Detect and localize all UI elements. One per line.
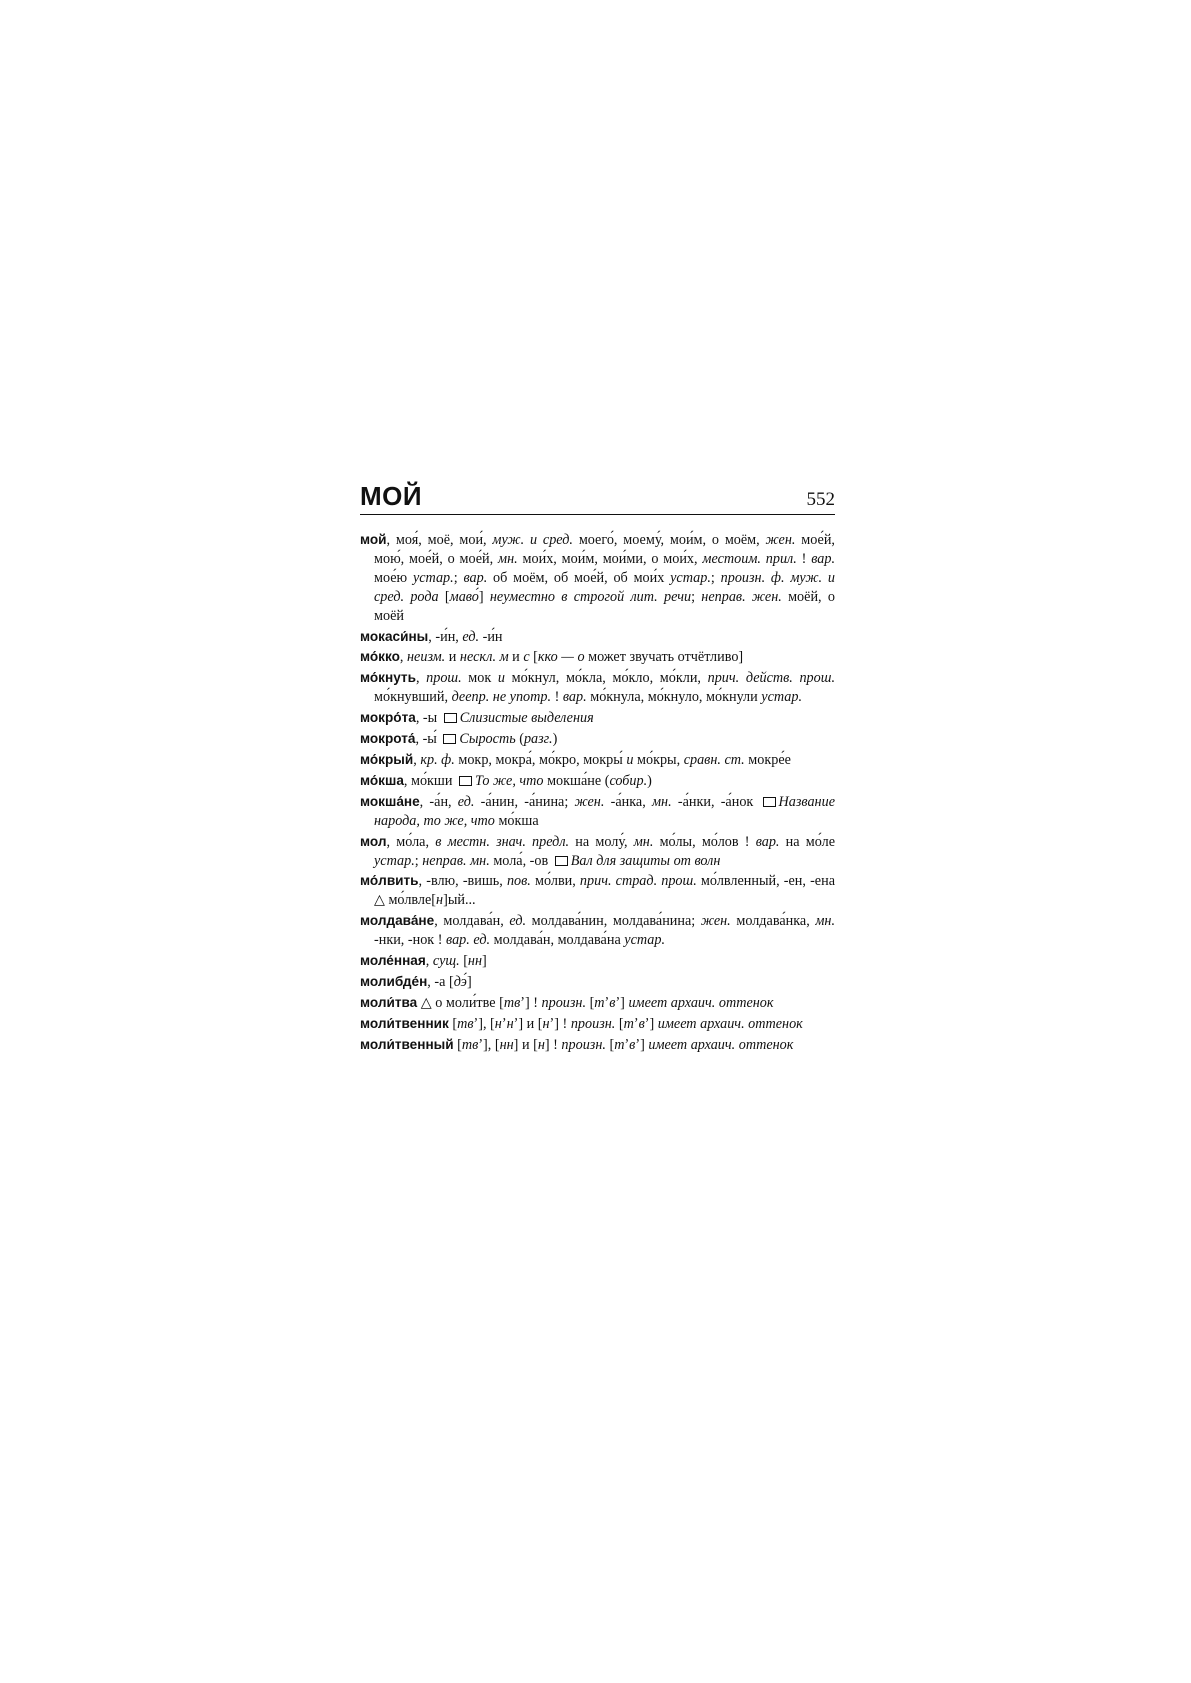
entry-note: Название народа, то же, что (374, 793, 835, 829)
entry-note: в (609, 994, 616, 1011)
entry-headword: мол (360, 833, 387, 849)
entry-text: мо́кнул, мо́кла, мо́кло, мо́кли, (505, 670, 708, 687)
entry-note: неправ. мн. (422, 852, 490, 869)
entry-headword: мо́кша (360, 772, 404, 788)
entry-text: ʼ (633, 1015, 639, 1032)
entry-text: , мо́кши (403, 772, 456, 789)
dictionary-entry (360, 628, 835, 647)
dictionary-entry (360, 1036, 835, 1055)
entry-note: кко — о (537, 649, 585, 666)
entry-note: прич. страд. прош. (579, 873, 697, 890)
entry-note: нн (467, 953, 482, 970)
entry-note: вар. (811, 550, 835, 567)
dictionary-entry (360, 793, 835, 831)
entry-note: Слизистые выделения (459, 710, 594, 727)
entry-text: на мо́ле (779, 833, 836, 850)
entry-note: прич. действ. прош. (707, 670, 836, 687)
entry-text: мо́лви, (530, 873, 580, 890)
entry-text: , (399, 649, 408, 666)
entry-note: жен. (765, 532, 796, 548)
entry-text: [ (605, 1036, 615, 1053)
entry-text: ( (515, 731, 524, 748)
entry-note: Вал для защиты от волн (570, 852, 721, 869)
entry-text: мо́лы, мо́лов ! (653, 833, 756, 850)
definition-box-icon (555, 856, 568, 866)
dictionary-entry (360, 772, 835, 791)
entry-note: т (594, 994, 605, 1011)
entry-note: сравн. ст. (683, 751, 745, 768)
entry-text: [ (448, 1015, 458, 1032)
entry-note: собир. (609, 772, 648, 789)
entry-text: -и́н (479, 628, 503, 645)
entry-note: вар. (562, 689, 587, 706)
entry-text: мок (461, 670, 498, 687)
page-number: 552 (806, 489, 835, 510)
entry-note: мн. (651, 793, 672, 810)
entry-text: ]ый... (443, 892, 476, 909)
entry-note: в местн. знач. предл. (435, 833, 570, 850)
entry-text: ] ! (544, 1036, 562, 1053)
entry-note: имеет архаич. оттенок (648, 1036, 794, 1053)
entry-text: мое́й, мою́, мое́й, о мое́й, (374, 532, 835, 567)
entry-note: кр. ф. (420, 751, 455, 768)
entry-text: ʼ (604, 994, 610, 1011)
entry-text: -а́нки, -а́нок (671, 793, 760, 810)
entry-text: ] (478, 588, 490, 605)
entry-note: имеет архаич. оттенок (628, 994, 774, 1011)
entry-headword: молибде́н (360, 973, 428, 989)
dictionary-entry (360, 531, 835, 626)
entry-note: жен. (700, 913, 731, 930)
definition-box-icon (444, 713, 457, 723)
entry-text: ʼ] ! (520, 994, 542, 1011)
entry-text: ; (414, 852, 423, 869)
dictionary-entry (360, 751, 835, 770)
entry-text: мо́кры, (633, 751, 684, 768)
entry-note: произн. (561, 1036, 606, 1053)
entry-note: в (638, 1015, 645, 1032)
entry-text: ʼ], [ (473, 1015, 495, 1032)
dictionary-entry (360, 1015, 835, 1034)
entry-headword: моли́твенный (360, 1036, 454, 1052)
entry-note: устар. (624, 932, 666, 949)
entry-note: т (623, 1015, 634, 1032)
entry-text: об моём, об мое́й, об мои́х (487, 569, 671, 586)
entry-text: [ (529, 649, 538, 666)
entry-note: н (494, 1015, 502, 1032)
entry-note: тв (503, 994, 521, 1011)
entry-text: -а́нин, -а́нина; (474, 793, 575, 810)
entry-note: разг. (523, 731, 553, 748)
page-header (360, 478, 835, 515)
entry-note: дэ́ (453, 973, 467, 990)
entry-text: ʼ] (635, 1036, 649, 1053)
entry-text: , -ы (415, 710, 441, 727)
entry-note: устар. (670, 569, 711, 586)
entry-text: мо́кша (494, 812, 539, 829)
entry-text: молдава́нка, (730, 913, 816, 930)
dictionary-entry (360, 994, 835, 1013)
entry-headword: моли́тва (360, 994, 418, 1010)
entry-note: произн. (541, 994, 587, 1011)
entry-text: , -а́н, (419, 793, 458, 810)
entry-headword: моли́твенник (360, 1015, 449, 1031)
entry-note: ед. (457, 793, 475, 810)
entry-headword: мокро́та (360, 710, 416, 726)
entry-text: молдава́нин, молдава́нина; (526, 913, 701, 930)
entry-text: может звучать отчётливо] (584, 649, 744, 666)
entry-text: ; (453, 569, 464, 586)
entry-note: устар. (761, 689, 803, 706)
entry-note: Сырость (459, 731, 516, 748)
entry-note: ед. (509, 913, 527, 930)
dictionary-entry (360, 872, 835, 910)
entry-text: ʼ (501, 1015, 507, 1032)
entry-text: [ (438, 588, 450, 605)
entry-text: и (445, 649, 460, 666)
entry-text: , -а [ (427, 973, 454, 990)
entry-text: ] (482, 953, 487, 970)
entry-text: моёй, о моёй (374, 588, 835, 624)
entry-note: мн. (815, 913, 836, 930)
entry-text: ] (466, 973, 472, 990)
dictionary-entry (360, 709, 835, 728)
dictionary-entry (360, 952, 835, 971)
entry-text: ʼ] ! (549, 1015, 571, 1032)
entry-note: и (626, 751, 634, 768)
entry-text: , -влю, -вишь, (418, 873, 507, 890)
entry-text: ʼ] (615, 994, 629, 1011)
dictionary-entry (360, 973, 835, 992)
entry-note: деепр. не употр. (451, 689, 552, 706)
entry-note: устар. (412, 569, 454, 586)
entry-text: мокша́не ( (543, 772, 610, 789)
entry-text: на молу́, (569, 833, 634, 850)
entry-headword: молдава́не (360, 913, 435, 929)
entry-note: неправ. жен. (701, 588, 782, 605)
entry-note: с (523, 649, 530, 666)
entry-text: и (508, 649, 524, 666)
entry-note: вар. (755, 833, 780, 850)
entry-text: ʼ] и [ (513, 1015, 543, 1032)
entry-note: вар. ед. (446, 932, 491, 949)
entry-text: , -ы́ (415, 731, 441, 748)
entry-text: -нки, -нок ! (374, 932, 447, 949)
entry-text: , мо́ла, (386, 833, 436, 850)
definition-box-icon (763, 797, 776, 807)
entry-note: жен. (574, 793, 605, 810)
entry-note: мн. (498, 550, 518, 567)
running-headword: МОЙ (360, 481, 423, 511)
entry-text: моего́, моему́, мои́м, о моём, (572, 532, 766, 548)
entry-note: т (614, 1036, 625, 1053)
entry-note: н (436, 892, 444, 909)
dictionary-entry (360, 648, 835, 667)
entry-note: ед. (462, 628, 480, 645)
entry-headword: мокрота́ (360, 731, 416, 747)
entry-note: пов. (506, 873, 531, 890)
dictionary-entry (360, 833, 835, 871)
entry-note: неуместно в строгой лит. речи (489, 588, 692, 605)
entry-text: ʼ], [ (478, 1036, 500, 1053)
entry-headword: мо́лвить (360, 873, 419, 889)
entry-text: мокр, мокра́, мо́кро, мокры́ (454, 751, 627, 768)
entry-note: устар. (374, 852, 415, 869)
entry-text: , -и́н, (428, 628, 463, 645)
dictionary-entry (360, 912, 835, 950)
entry-text: , моя́, моё, мои́, (386, 532, 493, 548)
entry-note: вар. (463, 569, 488, 586)
entry-text: ) (647, 772, 652, 789)
entry-text: △ о моли́тве [ (417, 994, 504, 1011)
entry-note: местоим. прил. (702, 550, 797, 567)
entry-text: ; (710, 569, 721, 586)
definition-box-icon (459, 776, 472, 786)
entry-text: ; (691, 588, 702, 605)
entry-headword: мо́крый (360, 751, 414, 767)
entry-text: мокре́е (744, 751, 791, 768)
entry-text: мола́, -ов (489, 852, 552, 869)
entry-note: тв (461, 1036, 479, 1053)
entry-headword: мокаси́ны (360, 628, 429, 644)
entry-text: , (415, 670, 427, 687)
entry-text: мое́ю (374, 569, 413, 586)
entry-text: , молдава́н, (434, 913, 510, 930)
entry-text: мои́х, мои́м, мои́ми, о мои́х, (517, 550, 703, 567)
entry-note: муж. и сред. (492, 532, 573, 548)
entry-note: прош. (426, 670, 462, 687)
entry-headword: мо́кко (360, 649, 400, 665)
entry-note: сущ. (432, 953, 460, 970)
entry-headword: моле́нная (360, 953, 426, 969)
entry-note: тв (457, 1015, 474, 1032)
entry-text: ! (551, 689, 563, 706)
entry-text: ] и [ (513, 1036, 538, 1053)
entry-text: ʼ (624, 1036, 630, 1053)
entry-text: ʼ] (644, 1015, 658, 1032)
entry-headword: мо́кнуть (360, 670, 416, 686)
dictionary-entry (360, 730, 835, 749)
entry-note: произн. (570, 1015, 616, 1032)
entry-note: в (629, 1036, 636, 1053)
entry-note: н (542, 1015, 550, 1032)
entry-text: молдава́н, молдава́на (490, 932, 625, 949)
entry-note: н (506, 1015, 514, 1032)
entry-note: нескл. м (459, 649, 509, 666)
entry-text: [ (615, 1015, 624, 1032)
entry-note: и (497, 670, 506, 687)
entry-note: произн. ф. муж. и сред. рода (374, 569, 835, 605)
entry-headword: мой (360, 532, 387, 547)
entry-note: неизм. (407, 649, 446, 666)
entry-text: , (413, 751, 421, 768)
entry-note: То же, что (475, 772, 544, 789)
definition-box-icon (443, 734, 456, 744)
entry-headword: мокша́не (360, 793, 420, 809)
entry-note: мн. (633, 833, 654, 850)
entry-text: мо́кнула, мо́кнуло, мо́кнули (586, 689, 762, 706)
entry-text: мо́лвленный, -ен, -ена △ мо́лвле[ (374, 873, 835, 909)
entry-text: -а́нка, (604, 793, 652, 810)
dictionary-page (360, 478, 835, 1057)
entry-text: ! (796, 550, 812, 567)
entry-text: мо́кнувший, (374, 689, 452, 706)
entry-note: н (537, 1036, 545, 1053)
entry-list (360, 531, 835, 1055)
entry-note: маво́ (449, 588, 479, 605)
dictionary-entry (360, 669, 835, 707)
entry-note: имеет архаич. оттенок (657, 1015, 803, 1032)
entry-text: ) (552, 731, 558, 748)
entry-text: [ (586, 994, 595, 1011)
entry-text: , (425, 953, 433, 970)
entry-note: нн (499, 1036, 514, 1053)
entry-text: [ (459, 953, 468, 970)
entry-text: [ (453, 1036, 462, 1053)
